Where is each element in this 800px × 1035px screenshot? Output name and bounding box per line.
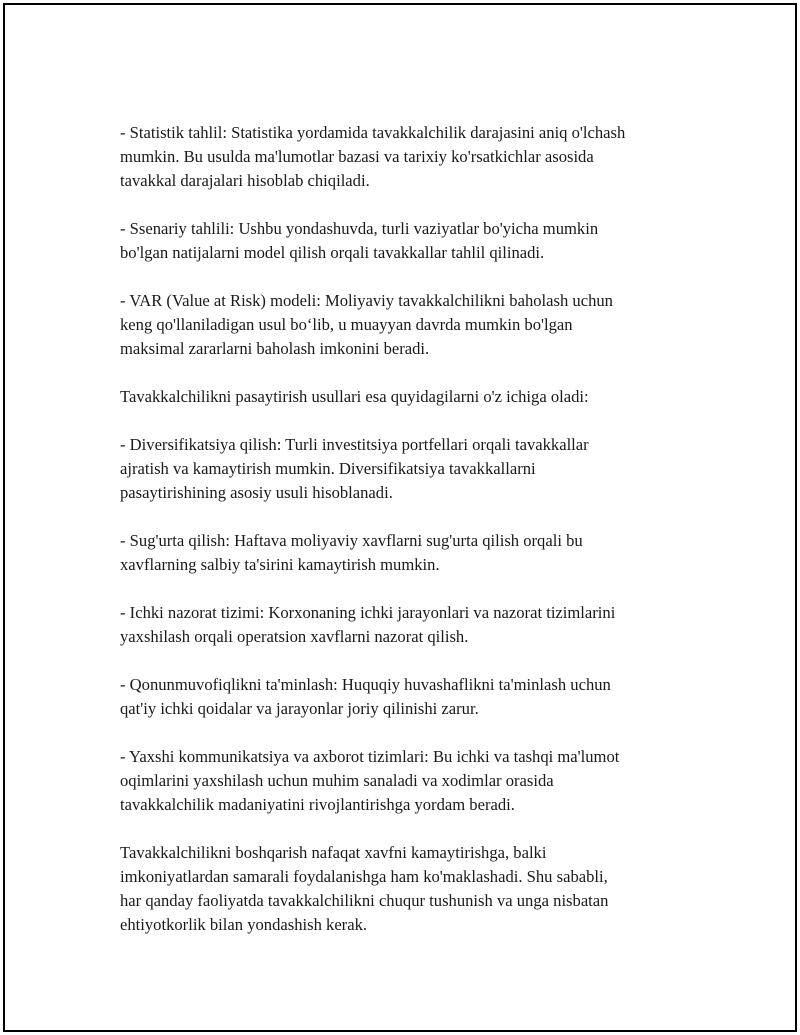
paragraph-xulosa: Tavakkalchilikni boshqarish nafaqat xavfni kamaytirishga, balki imkoniyatlardan samarali foydalanishga ham ko'maklashadi. Shu sababli, har qanday faoliyatda tavakkalchilikni chuqur tushunish va unga nisbatan ehtiyotkorlik bilan yondashish kerak. [120, 843, 609, 934]
paragraph-ssenariy-tahlili: - Ssenariy tahlili: Ushbu yondashuvda, turli vaziyatlar bo'yicha mumkin bo'lgan natijalarni model qilish orqali tavakkallar tahlil qilinadi. [120, 219, 599, 262]
paragraph-ichki-nazorat: - Ichki nazorat tizimi: Korxonaning ichki jarayonlari va nazorat tizimlarini yaxshilash orqali operatsion xavflarni nazorat qilish. [120, 603, 616, 646]
paragraph-diversifikatsiya: - Diversifikatsiya qilish: Turli investitsiya portfellari orqali tavakkallar ajratish va kamaytirish mumkin. Diversifikatsiya tavakkallarni pasaytirishining asosiy usuli hisoblanadi. [120, 435, 589, 502]
paragraph-var-modeli: - VAR (Value at Risk) modeli: Moliyaviy tavakkalchilikni baholash uchun keng qo'llaniladigan usul bo‘lib, u muayyan davrda mumkin bo'lgan maksimal zararlarni baholash imkonini beradi. [120, 291, 613, 358]
paragraph-kommunikatsiya: - Yaxshi kommunikatsiya va axborot tizimlari: Bu ichki va tashqi ma'lumot oqimlarini yaxshilash uchun muhim sanaladi va xodimlar orasida tavakkalchilik madaniyatini rivojlantirishga yordam beradi. [120, 747, 620, 814]
paragraph-qonunmuvofiqlik: - Qonunmuvofiqlikni ta'minlash: Huquqiy huvashaflikni ta'minlash uchun qat'iy ichki qoidalar va jarayonlar joriy qilinishi zarur. [120, 675, 611, 718]
page-frame [3, 3, 797, 1032]
paragraph-statistik-tahlil: - Statistik tahlil: Statistika yordamida tavakkalchilik darajasini aniq o'lchash mumkin. Bu usulda ma'lumotlar bazasi va tarixiy ko'rsatkichlar asosida tavakkal darajalari hisoblab chiqiladi. [120, 123, 626, 190]
paragraph-pasaytirish-usullari-intro: Tavakkalchilikni pasaytirish usullari esa quyidagilarni o'z ichiga oladi: [120, 387, 589, 406]
document-body [120, 121, 690, 937]
paragraph-sugurta: - Sug'urta qilish: Haftava moliyaviy xavflarni sug'urta qilish orqali bu xavflarning salbiy ta'sirini kamaytirish mumkin. [120, 531, 583, 574]
